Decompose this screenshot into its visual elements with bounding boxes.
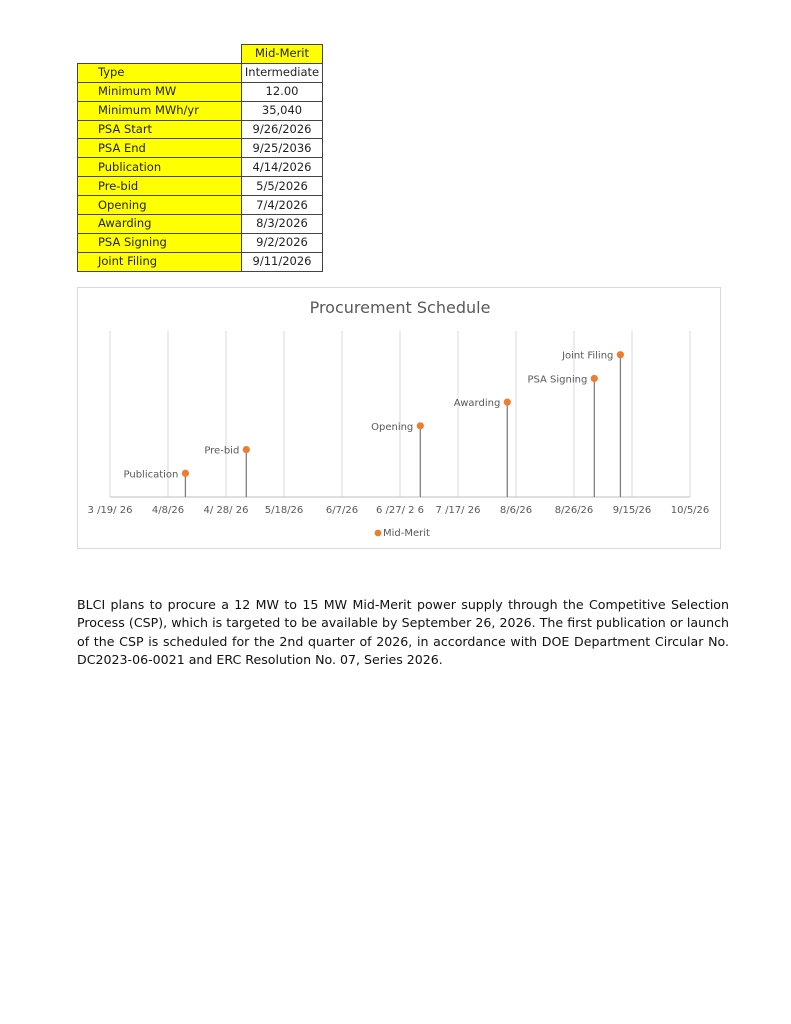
row-value: 5/5/2026: [242, 177, 323, 196]
procurement-table: [77, 44, 323, 272]
row-label: Minimum MWh/yr: [78, 101, 242, 120]
data-point: [182, 470, 189, 477]
row-value: 4/14/2026: [242, 158, 323, 177]
table-row: [78, 120, 323, 139]
row-label: Minimum MW: [78, 82, 242, 101]
x-tick-label: 6 /27/ 2 6: [375, 505, 425, 516]
row-value: Intermediate: [242, 63, 323, 82]
data-label: Awarding: [453, 398, 501, 410]
x-tick-label: 6/7/26: [325, 505, 359, 516]
data-point: [591, 375, 598, 382]
table-header-row: [78, 45, 323, 64]
chart-title: Procurement Schedule: [309, 298, 491, 317]
row-value: 8/3/2026: [242, 215, 323, 234]
row-label: Opening: [78, 196, 242, 215]
row-label: Awarding: [78, 215, 242, 234]
row-value: 9/25/2036: [242, 139, 323, 158]
x-tick-label: 10/5/26: [670, 505, 710, 516]
x-tick-label: 3 /19/ 26: [87, 505, 133, 516]
x-tick-label: 8/6/26: [499, 505, 533, 516]
row-value: 35,040: [242, 101, 323, 120]
data-label: Publication: [123, 469, 179, 481]
row-value: 9/2/2026: [242, 233, 323, 252]
x-tick-label: 7 /17/ 26: [435, 505, 481, 516]
data-point: [243, 446, 250, 453]
row-value: 12.00: [242, 82, 323, 101]
table-row: [78, 82, 323, 101]
data-point: [417, 422, 424, 429]
chart-svg: [78, 288, 722, 550]
table-row: [78, 139, 323, 158]
data-label: Joint Filing: [562, 350, 614, 362]
row-label: Pre-bid: [78, 177, 242, 196]
table-row: [78, 215, 323, 234]
row-label: Type: [78, 63, 242, 82]
data-label: Pre-bid: [204, 445, 240, 457]
row-label: PSA End: [78, 139, 242, 158]
x-tick-label: 8/26/26: [554, 505, 594, 516]
row-value: 9/26/2026: [242, 120, 323, 139]
procurement-schedule-chart: [77, 287, 721, 549]
row-label: Joint Filing: [78, 252, 242, 271]
x-tick-label: 4/ 28/ 26: [203, 505, 249, 516]
row-label: Publication: [78, 158, 242, 177]
data-label: PSA Signing: [527, 374, 588, 386]
blank-cell: [78, 45, 242, 64]
row-value: 7/4/2026: [242, 196, 323, 215]
table-row: [78, 63, 323, 82]
data-label: Opening: [371, 421, 414, 433]
row-label: PSA Signing: [78, 233, 242, 252]
legend-marker: [375, 530, 382, 537]
table-row: [78, 158, 323, 177]
column-header: Mid-Merit: [242, 45, 323, 64]
table-row: [78, 252, 323, 271]
table-row: [78, 177, 323, 196]
table-row: [78, 233, 323, 252]
x-tick-label: 4/8/26: [151, 505, 185, 516]
table-row: [78, 196, 323, 215]
table-row: [78, 101, 323, 120]
data-point: [617, 351, 624, 358]
description-paragraph: BLCI plans to procure a 12 MW to 15 MW Mid-Merit power supply through the Competitive Selection Process (CSP), which is targeted to be available by September 26, 2026. The first publication or launch of the CSP is scheduled for the 2nd quarter of 2026, in accordance with DOE Department Circular No. DC2023-06-0021 and ERC Resolution No. 07, Series 2026.: [77, 596, 729, 668]
x-tick-label: 5/18/26: [264, 505, 304, 516]
legend-label: Mid-Merit: [383, 528, 430, 539]
row-value: 9/11/2026: [242, 252, 323, 271]
x-tick-label: 9/15/26: [612, 505, 652, 516]
data-point: [504, 399, 511, 406]
row-label: PSA Start: [78, 120, 242, 139]
